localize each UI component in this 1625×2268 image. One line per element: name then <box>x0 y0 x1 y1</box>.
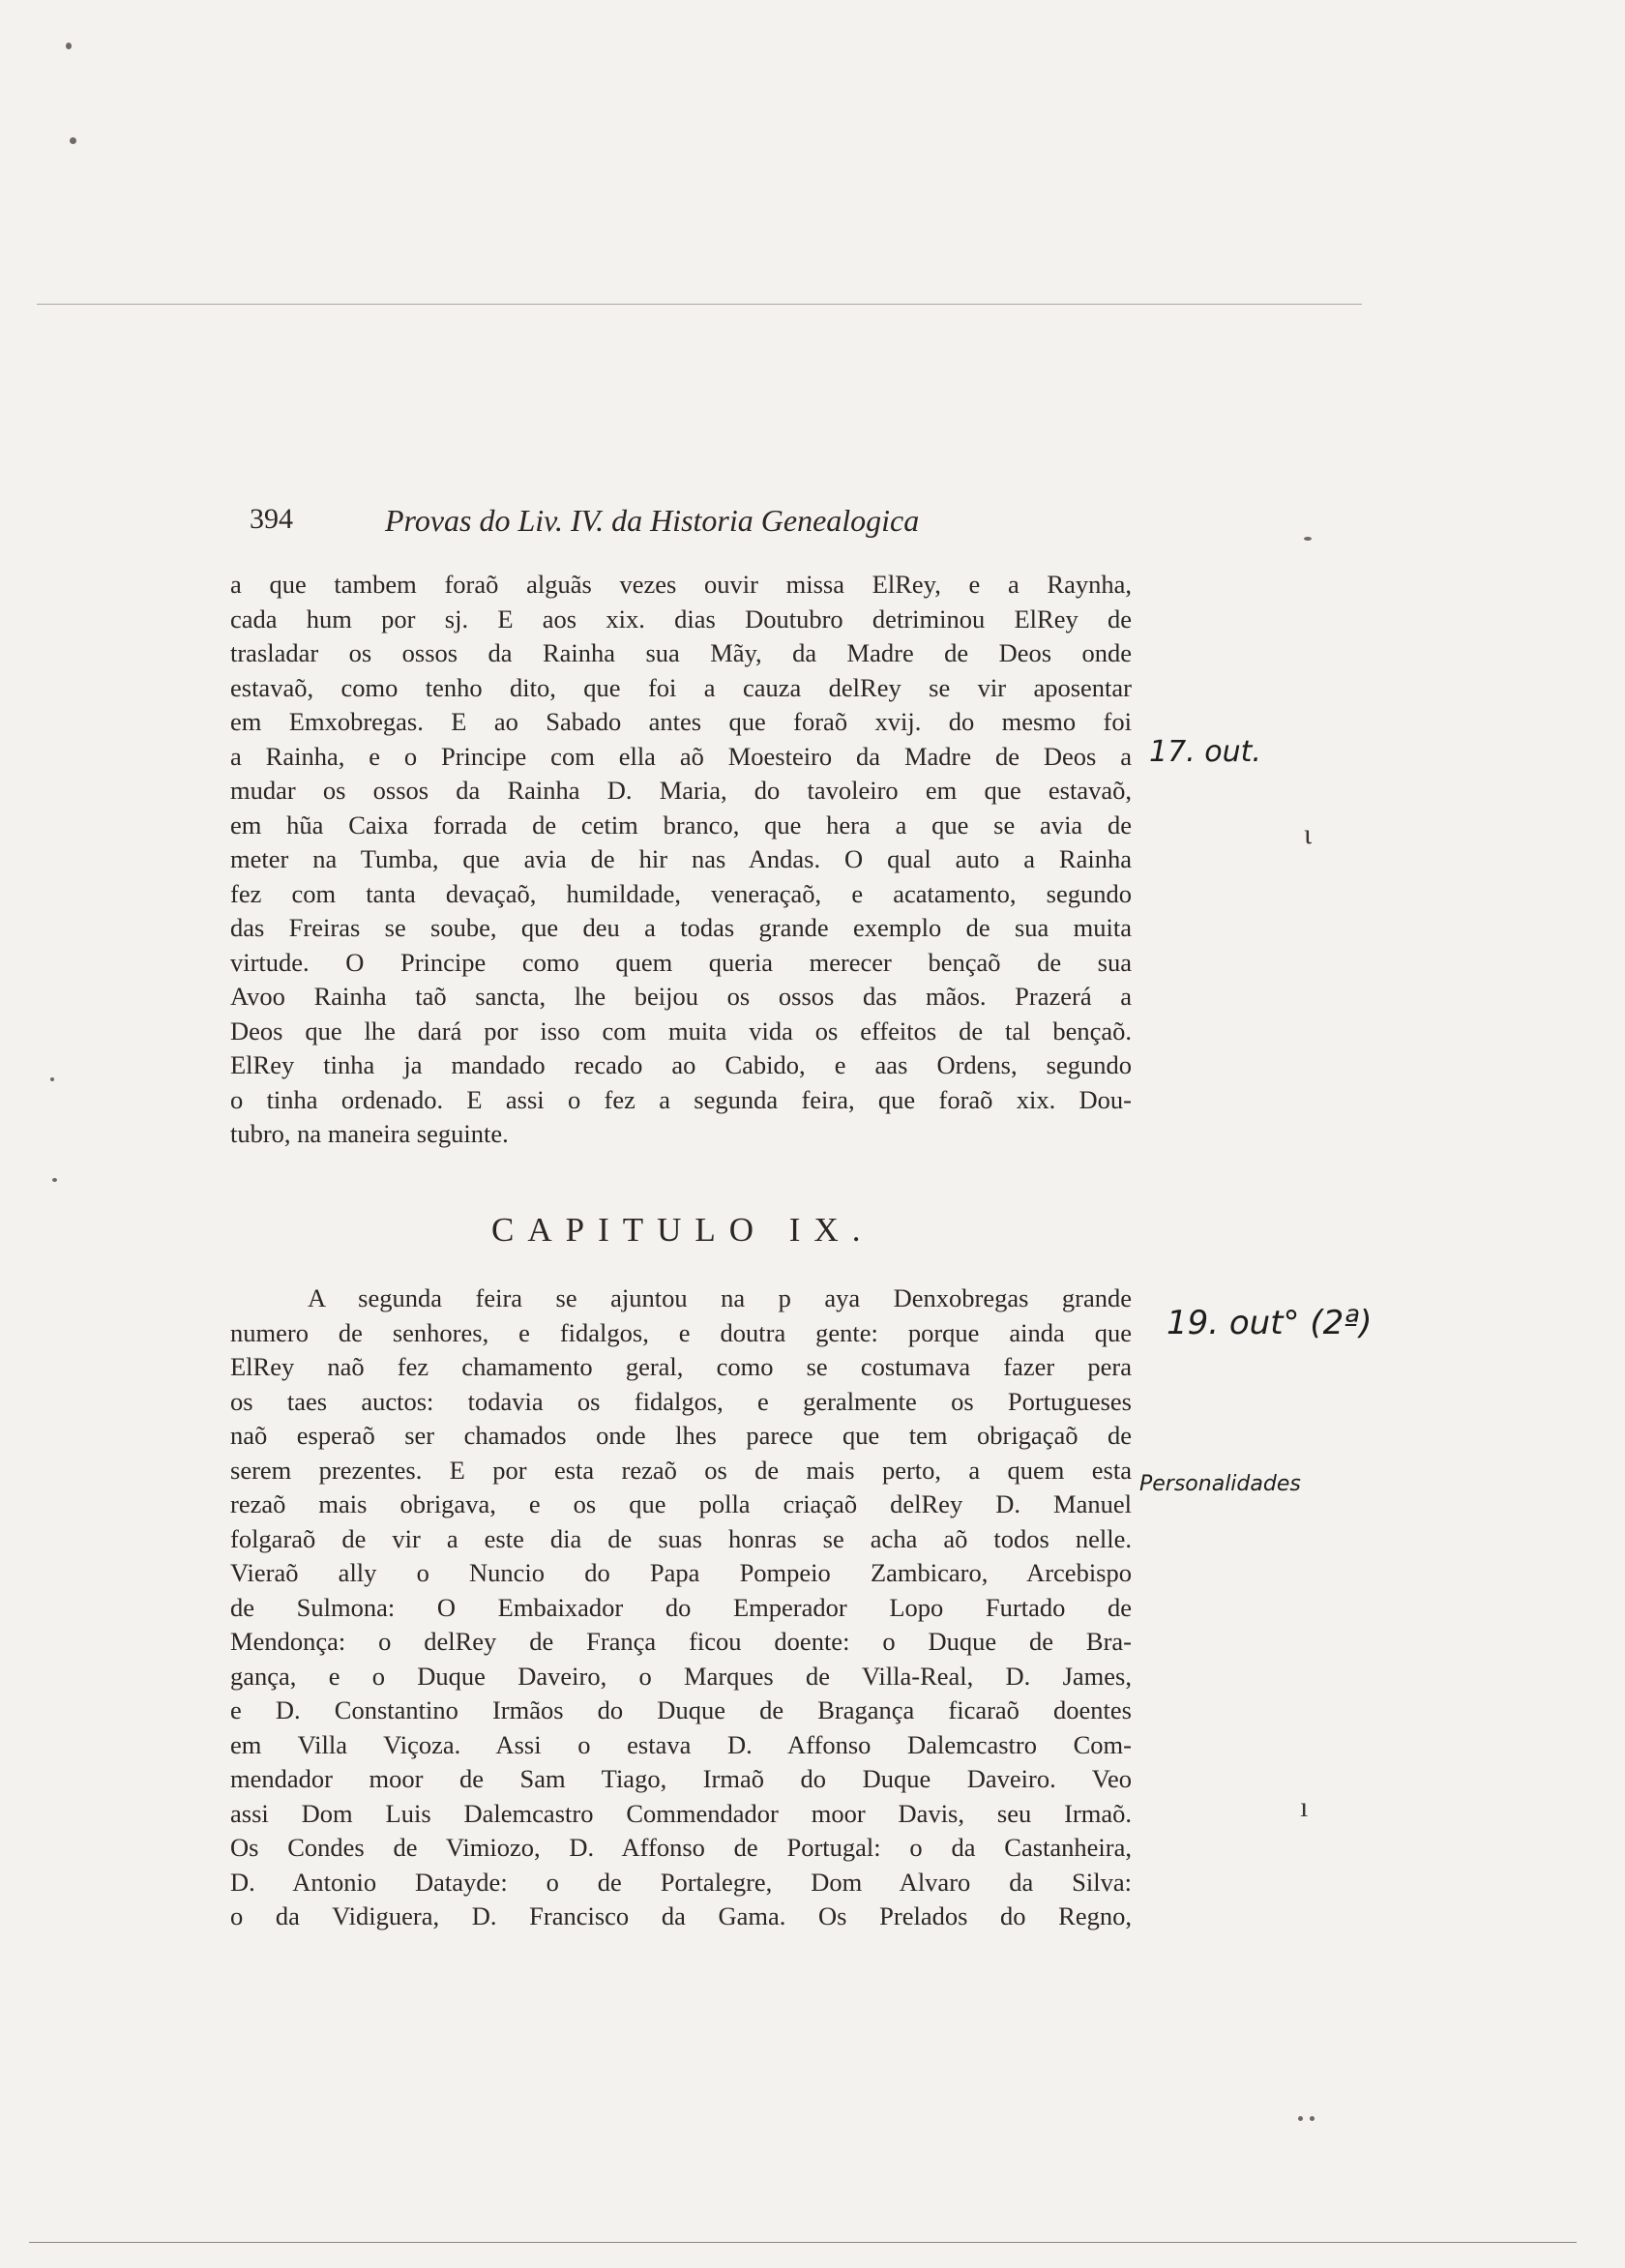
text-line: D. Antonio Datayde: o de Portalegre, Dom Alvaro da Silva: <box>230 1867 1132 1897</box>
text-line: folgaraõ de vir a este dia de suas honras se acha aõ todos nelle. <box>230 1523 1132 1553</box>
text-line: Avoo Rainha taõ sancta, lhe beijou os ossos das mãos. Prazerá a <box>230 982 1132 1011</box>
text-line: virtude. O Principe como quem queria merecer bençaõ de sua <box>230 947 1132 977</box>
ink-speck <box>1304 537 1312 541</box>
ink-speck <box>52 1178 57 1182</box>
text-line: fez com tanta devaçaõ, humildade, veneraçaõ, e acatamento, segundo <box>230 878 1132 908</box>
text-line: ElRey tinha ja mandado recado ao Cabido, e aas Ordens, segundo <box>230 1050 1132 1079</box>
text-line: mendador moor de Sam Tiago, Irmaõ do Duque Daveiro. Veo <box>230 1764 1132 1793</box>
text-line: em hũa Caixa forrada de cetim branco, que hera a que se avia de <box>230 810 1132 839</box>
pencil-tick-mark: ı <box>1300 1791 1309 1823</box>
text-line: a que tambem foraõ alguãs vezes ouvir missa ElRey, e a Raynha, <box>230 570 1132 599</box>
text-line: A segunda feira se ajuntou na p aya Denxobregas grande <box>308 1283 1132 1312</box>
paragraph-2 <box>230 1281 1132 1934</box>
text-line: Vieraõ ally o Nuncio do Papa Pompeio Zambicaro, Arcebispo <box>230 1558 1132 1587</box>
text-line: a Rainha, e o Principe com ella aõ Moesteiro da Madre de Deos a <box>230 741 1132 771</box>
ink-speck <box>70 137 76 144</box>
margin-note-3: Personalidades <box>1139 1472 1301 1496</box>
text-line: serem prezentes. E por esta rezaõ os de mais perto, a quem esta <box>230 1455 1132 1485</box>
text-line: os taes auctos: todavia os fidalgos, e geralmente os Portugueses <box>230 1386 1132 1416</box>
text-line: de Sulmona: O Embaixador do Emperador Lopo Furtado de <box>230 1592 1132 1622</box>
text-line: Mendonça: o delRey de França ficou doente: o Duque de Bra- <box>230 1627 1132 1656</box>
ink-speck <box>1298 2116 1303 2121</box>
text-line: o da Vidiguera, D. Francisco da Gama. Os Prelados do Regno, <box>230 1901 1132 1930</box>
text-line: ElRey naõ fez chamamento geral, como se costumava fazer pera <box>230 1352 1132 1381</box>
ink-speck <box>66 43 72 49</box>
page-number: 394 <box>250 503 293 535</box>
text-line: cada hum por sj. E aos xix. dias Doutubro detriminou ElRey de <box>230 604 1132 633</box>
text-line: em Villa Viçoza. Assi o estava D. Affonso Dalemcastro Com- <box>230 1729 1132 1759</box>
text-line: rezaõ mais obrigava, e os que polla criaçaõ delRey D. Manuel <box>230 1489 1132 1518</box>
text-line: numero de senhores, e fidalgos, e doutra gente: porque ainda que <box>230 1317 1132 1347</box>
paragraph-1 <box>230 568 1132 1152</box>
text-line: assi Dom Luis Dalemcastro Commendador moor Davis, seu Irmaõ. <box>230 1798 1132 1828</box>
text-line: das Freiras se soube, que deu a todas grande exemplo de sua muita <box>230 913 1132 942</box>
ink-speck <box>50 1077 54 1081</box>
text-line: mudar os ossos da Rainha D. Maria, do tavoleiro em que estavaõ, <box>230 776 1132 805</box>
text-line: em Emxobregas. E ao Sabado antes que foraõ xvij. do mesmo foi <box>230 707 1132 736</box>
bottom-rule <box>29 2242 1577 2243</box>
running-title: Provas do Liv. IV. da Historia Genealogica <box>385 503 920 538</box>
margin-note-1: 17. out. <box>1149 735 1261 769</box>
text-line: trasladar os ossos da Rainha sua Mãy, da Madre de Deos onde <box>230 638 1132 667</box>
top-rule <box>37 304 1362 305</box>
ink-speck <box>1310 2116 1315 2121</box>
pencil-tick-mark: ι <box>1304 818 1313 850</box>
text-line: gança, e o Duque Daveiro, o Marques de Villa-Real, D. James, <box>230 1661 1132 1691</box>
text-line: o tinha ordenado. E assi o fez a segunda feira, que foraõ xix. Dou- <box>230 1084 1132 1114</box>
text-line: meter na Tumba, que avia de hir nas Andas. O qual auto a Rainha <box>230 844 1132 873</box>
text-line: estavaõ, como tenho dito, que foi a cauza delRey se vir aposentar <box>230 672 1132 702</box>
page-header <box>250 503 1120 547</box>
text-line: Deos que lhe dará por isso com muita vida os effeitos de tal bençaõ. <box>230 1016 1132 1046</box>
chapter-heading: CAPITULO IX. <box>491 1211 874 1249</box>
margin-note-2: 19. out° (2ª) <box>1167 1304 1373 1342</box>
text-line: Os Condes de Vimiozo, D. Affonso de Portugal: o da Castanheira, <box>230 1833 1132 1862</box>
text-line: e D. Constantino Irmãos do Duque de Bragança ficaraõ doentes <box>230 1695 1132 1724</box>
text-line: tubro, na maneira seguinte. <box>230 1119 509 1148</box>
text-line: naõ esperaõ ser chamados onde lhes parece que tem obrigaçaõ de <box>230 1421 1132 1450</box>
